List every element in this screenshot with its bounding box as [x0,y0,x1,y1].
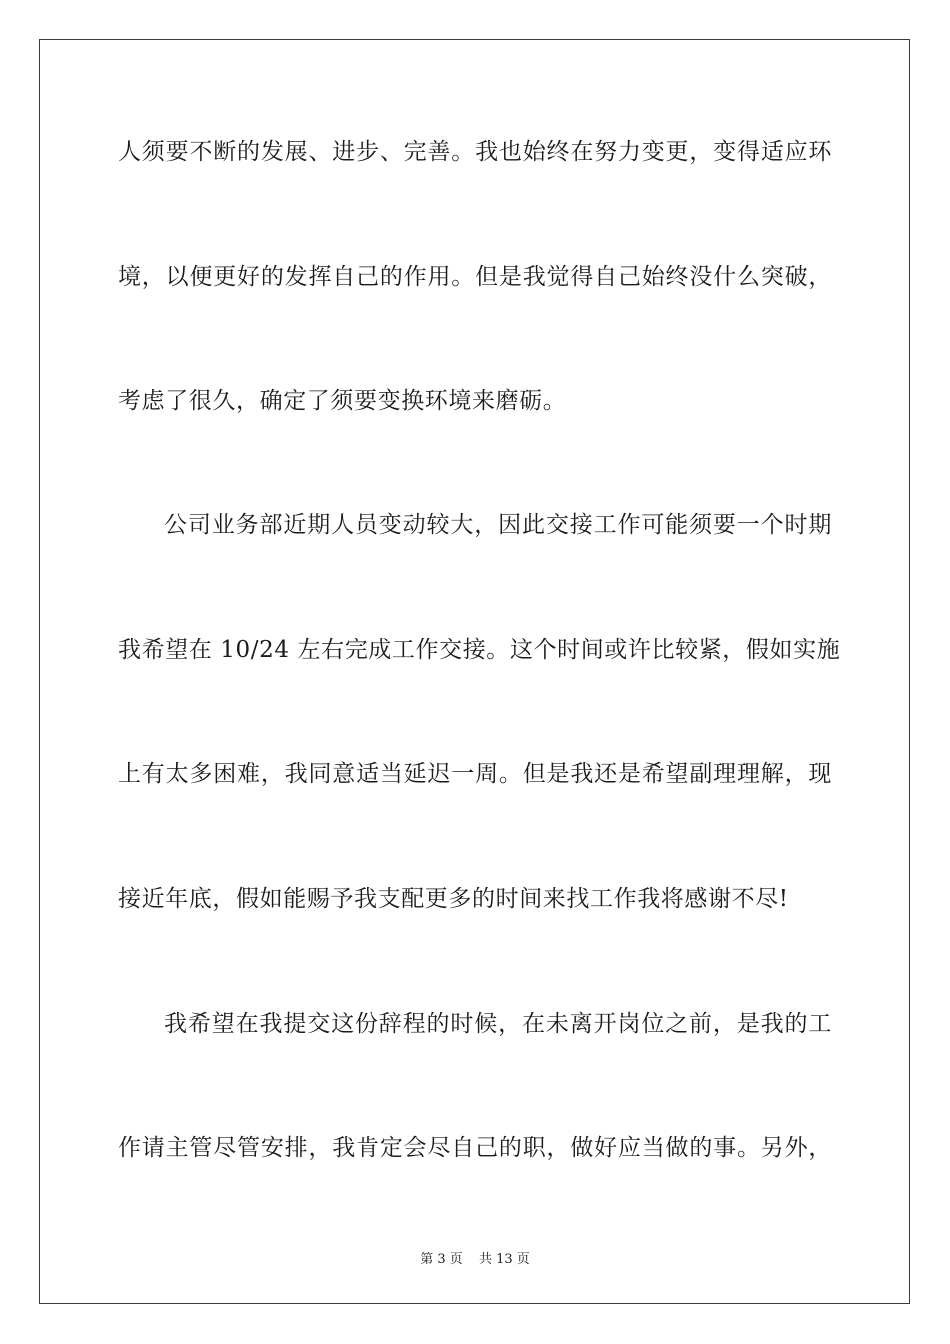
body-line-3: 考虑了很久，确定了须要变换环境来磨砺。 [118,388,567,414]
page-footer [0,1248,950,1267]
body-line-6: 上有太多困难，我同意适当延迟一周。但是我还是希望副理理解，现 [118,761,832,787]
page-border [39,39,910,1304]
body-line-2: 境，以便更好的发挥自己的作用。但是我觉得自己始终没什么突破， [118,264,832,290]
body-line-1: 人须要不断的发展、进步、完善。我也始终在努力变更，变得适应环 [118,139,832,165]
body-line-4: 公司业务部近期人员变动较大，因此交接工作可能须要一个时期 [164,512,832,538]
page-total: 共 13 页 [478,1252,530,1267]
body-line-8: 我希望在我提交这份辞程的时候，在未离开岗位之前，是我的工 [164,1011,832,1037]
body-line-7: 接近年底，假如能赐予我支配更多的时间来找工作我将感谢不尽! [118,886,789,912]
page-number: 第 3 页 [420,1252,463,1267]
body-line-5: 我希望在 10/24 左右完成工作交接。这个时间或许比较紧，假如实施 [118,637,841,663]
body-line-9: 作请主管尽管安排，我肯定会尽自己的职，做好应当做的事。另外， [118,1135,832,1161]
